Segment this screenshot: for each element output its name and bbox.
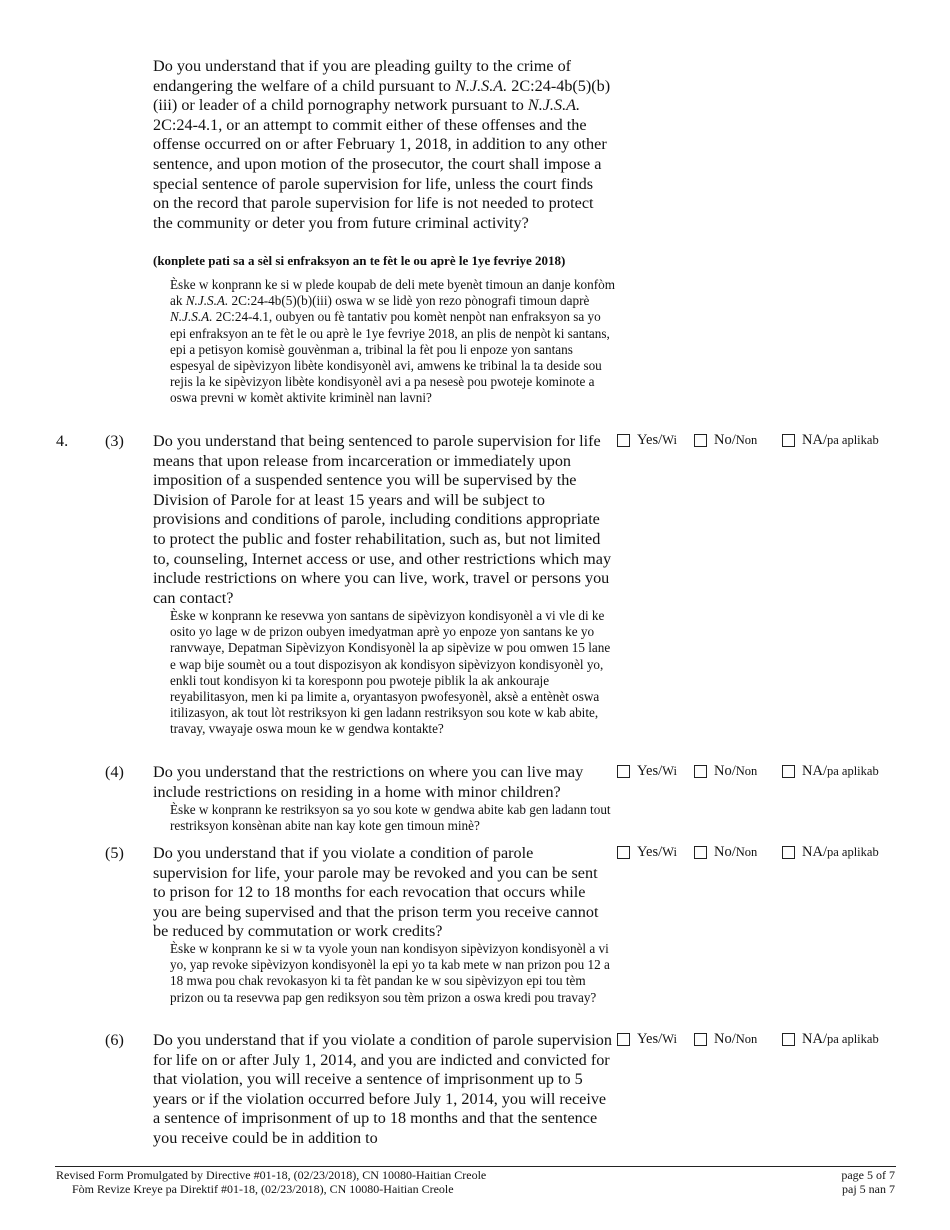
answer-options xyxy=(617,432,917,452)
na-checkbox[interactable] xyxy=(782,846,795,859)
intro-question-haitian: Èske w konprann ke si w plede koupab de deli mete byenèt timoun an danje konfòm ak N.J.S.A. 2C:24-4b(5)(b)(iii) oswa w se lidè yon rezo pònografi timoun daprè N.J.S.A. 2C:24-4.1, oubyen ou fè tantativ pou komèt nenpòt nan enfraksyon sa yo epi enfraksyon an te fèt le ou aprè le 1ye fevriye 2018, an plis de nenpòt ki santans, epi a petisyon komisè gouvènman a, tribinal la fèt pou li enpoze yon santans espesyal de sipèvizyon libète kondisyonèl avi, amwens ke tribinal la ta deside sou rejis la ke sipèvizyon libète kondisyonèl avi a pa nesesè pou pwoteje kominote a oswa prevni w komèt aktivite kriminèl nan lavni? xyxy=(170,277,615,406)
footer-form-english: Revised Form Promulgated by Directive #01-18, (02/23/2018), CN 10080-Haitian Creole xyxy=(56,1168,487,1182)
section-number: 4. xyxy=(56,432,69,450)
answer-options xyxy=(617,763,917,783)
yes-checkbox[interactable] xyxy=(617,846,630,859)
yes-label: Yes/Wi xyxy=(637,763,677,779)
na-checkbox[interactable] xyxy=(782,765,795,778)
no-label: No/Non xyxy=(714,763,758,779)
footer-page-english: page 5 of 7 xyxy=(841,1168,895,1182)
na-label: NA/pa aplikab xyxy=(802,763,879,779)
yes-checkbox[interactable] xyxy=(617,1033,630,1046)
no-label: No/Non xyxy=(714,1031,758,1047)
na-checkbox[interactable] xyxy=(782,434,795,447)
no-checkbox[interactable] xyxy=(694,765,707,778)
footer-form-haitian: Fòm Revize Kreye pa Direktif #01-18, (02/23/2018), CN 10080-Haitian Creole xyxy=(72,1182,454,1196)
no-label: No/Non xyxy=(714,844,758,860)
question-haitian: Èske w konprann ke si w ta vyole youn nan kondisyon sipèvizyon kondisyonèl a vi yo, yap revoke sipèvizyon kondisyonèl la epi yo ta kab mete w nan prizon pou 12 a 18 mwa pou chak revokasyon ki ta fèt pandan ke w sou sipèvizyon epi tou tèm prizon ou ta resevwa pap gen rediksyon sou tèm prizon a oswa kredi pou travay? xyxy=(170,941,610,1005)
question-english: Do you understand that the restrictions on where you can live may include restrictions on residing in a home with minor children? xyxy=(153,763,584,801)
na-label: NA/pa aplikab xyxy=(802,844,879,860)
na-checkbox[interactable] xyxy=(782,1033,795,1046)
question-label: (6) xyxy=(105,1031,124,1049)
question-label: (5) xyxy=(105,844,124,862)
no-label: No/Non xyxy=(714,432,758,448)
question-haitian: Èske w konprann ke resevwa yon santans de sipèvizyon kondisyonèl a vi vle di ke osito yo lage w de prizon oubyen imedyatman aprè yo enpoze yon santans ke yo ranvwaye, Depatman Sipèvizyon Kondisyonèl la ap sipèvize w pou omwen 15 lane e wap bije soumèt ou a tout dispozisyon ak kondisyon sipèvizyon kondisyonèl yo, enkli tout kondisyon ki ta koresponn pou pwoteje piblik la ak ankouraje reyabilitasyon, men ki pa limite a, oryantasyon pwofesyonèl, aksè a entènèt oswa itilizasyon, ak tout lòt restriksyon ki gen ladann restriksyon sou kote w kab abite, travay, vwayaje oswa moun ke w gendwa kontakte? xyxy=(170,608,611,737)
footer-page-haitian: paj 5 nan 7 xyxy=(842,1182,895,1196)
question-english: Do you understand that if you violate a condition of parole supervision for life, your parole may be revoked and you can be sent to prison for 12 to 18 months for each revocation that occurs while you are being supervised and that the prison term you receive cannot be reduced by commutation or work credits? xyxy=(153,844,599,941)
answer-options xyxy=(617,1031,917,1051)
question-label: (4) xyxy=(105,763,124,781)
yes-checkbox[interactable] xyxy=(617,434,630,447)
intro-applicability-note: (konplete pati sa a sèl si enfraksyon an te fèt le ou aprè le 1ye fevriye 2018) xyxy=(153,253,566,268)
question-english: Do you understand that if you violate a condition of parole supervision for life on or after July 1, 2014, and you are indicted and convicted for that violation, you will receive a sentence of imprisonment up to 5 years or if the violation occurred before July 1, 2014, you will receive a sentence of imprisonment of up to 18 months and that the sentence you receive could be in addition to xyxy=(153,1031,612,1147)
question-label: (3) xyxy=(105,432,124,450)
na-label: NA/pa aplikab xyxy=(802,432,879,448)
question-english: Do you understand that being sentenced to parole supervision for life means that upon release from incarceration or immediately upon imposition of a suspended sentence you will be supervised by the Division of Parole for at least 15 years and will be subject to provisions and conditions of parole, including conditions appropriate to protect the public and foster rehabilitation, such as, but not limited to, counseling, Internet access or use, and other restrictions which may include restrictions on where you can live, work, travel or persons you can contact? xyxy=(153,432,612,607)
yes-checkbox[interactable] xyxy=(617,765,630,778)
answer-options xyxy=(617,844,917,864)
yes-label: Yes/Wi xyxy=(637,432,677,448)
no-checkbox[interactable] xyxy=(694,1033,707,1046)
intro-question-english: Do you understand that if you are pleading guilty to the crime of endangering the welfare of a child pursuant to N.J.S.A. 2C:24-4b(5)(b)(iii) or leader of a child pornography network pursuant to N.J.S.A. 2C:24-4.1, or an attempt to commit either of these offenses and the offense occurred on or after February 1, 2018, in addition to any other sentence, and upon motion of the prosecutor, the court shall impose a special sentence of parole supervision for life, unless the court finds on the record that parole supervision for life is not needed to protect the community or deter you from future criminal activity? xyxy=(153,57,611,232)
yes-label: Yes/Wi xyxy=(637,1031,677,1047)
no-checkbox[interactable] xyxy=(694,846,707,859)
yes-label: Yes/Wi xyxy=(637,844,677,860)
na-label: NA/pa aplikab xyxy=(802,1031,879,1047)
question-haitian: Èske w konprann ke restriksyon sa yo sou kote w gendwa abite kab gen ladann tout restriksyon konsènan abite nan kay kote gen timoun minè? xyxy=(170,802,611,834)
footer-divider xyxy=(55,1166,896,1167)
no-checkbox[interactable] xyxy=(694,434,707,447)
